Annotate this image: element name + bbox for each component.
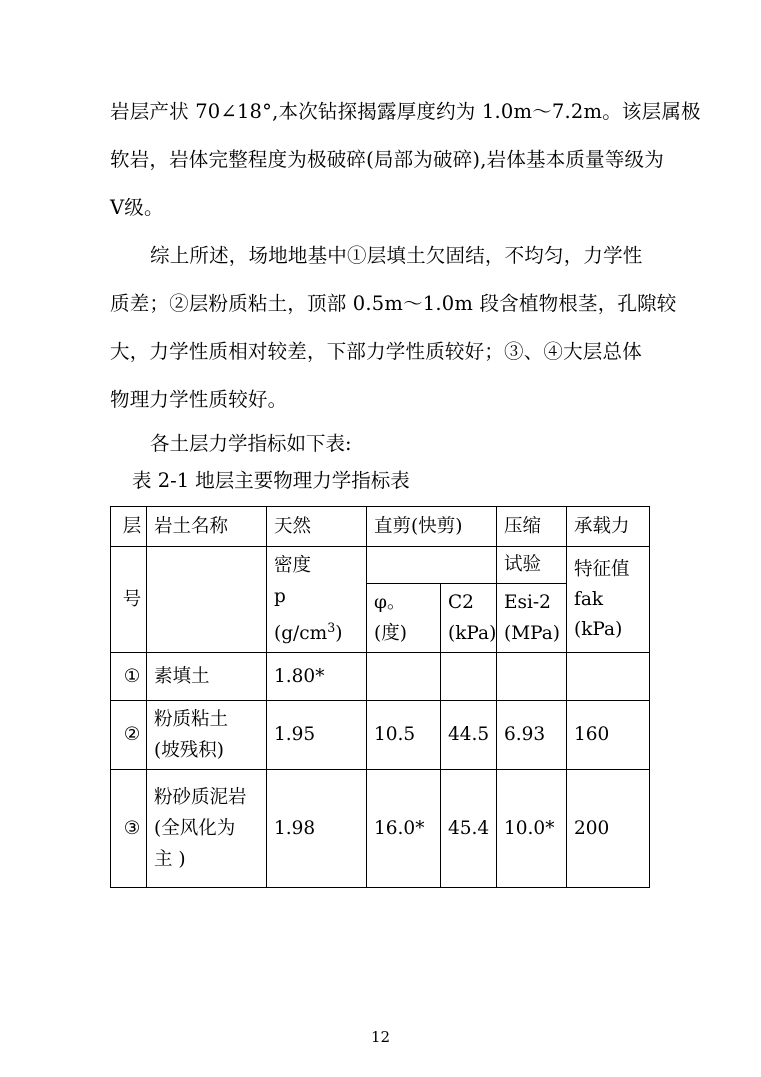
header-esi [497,584,567,653]
phi-unit: (度) [374,623,407,645]
table-header-row-1 [111,507,650,547]
paragraph-line: 岩层产状 70∠18°,本次钻探揭露厚度约为 1.0m～7.2m。该层属极 [110,100,701,123]
row-density: 1.80* [267,653,367,701]
header-compression-sub: 试验 [497,547,567,584]
table-row [111,701,650,770]
row-layer-number: ② [111,701,147,770]
header-natural: 天然 [267,507,367,547]
phi-symbol: φ。 [374,592,406,614]
paragraph-line: 软岩，岩体完整程度为极破碎(局部为破碎),岩体基本质量等级为 [110,148,664,171]
soil-name-line: (坡残积) [154,740,224,762]
header-compression: 压缩 [497,507,567,547]
row-esi: 6.93 [497,701,567,770]
soil-name-line: 粉砂质泥岩 [154,787,247,809]
esi-symbol: Esi-2 [504,592,551,614]
esi-unit: (MPa) [504,623,561,645]
density-unit: $(g/cm^3)$ [274,620,343,645]
header-layer: 层 [111,507,147,547]
soil-name-line: 粉质粘土 [154,709,229,731]
row-soil-name [147,701,267,770]
row-phi [367,653,441,701]
header-phi [367,584,441,653]
header-soil-name: 岩土名称 [147,507,267,547]
bearing-unit: (kPa) [574,618,623,640]
page-content [110,88,701,888]
paragraph-line: 大，力学性质相对较差，下部力学性质较好；③、④大层总体 [110,340,642,363]
row-soil-name [147,653,267,701]
row-density: 1.98 [267,770,367,888]
soil-name-line: (全风化为 [154,818,236,840]
row-layer-number: ③ [111,770,147,888]
table-header-row-2 [111,547,650,584]
header-cohesion [441,584,497,653]
row-phi: 16.0* [367,770,441,888]
row-esi [497,653,567,701]
paragraph-rock-layer [110,88,701,232]
soil-parameters-table [110,506,650,888]
paragraph-line: 综上所述，场地地基中①层填土欠固结，不均匀，力学性 [150,244,643,267]
table-caption: 表 2-1 地层主要物理力学指标表 [132,469,410,492]
c2-symbol: C2 [448,592,474,614]
paragraph-table-intro: 各土层力学指标如下表: [150,432,352,455]
header-shear-blank [367,547,497,584]
paragraph-line: 物理力学性质较好。 [110,388,288,411]
table-row [111,653,650,701]
row-fak: 160 [567,701,650,770]
c2-unit: (kPa) [448,623,497,645]
bearing-symbol: fak [574,588,604,610]
row-c2: 45.4 [441,770,497,888]
paragraph-summary [110,232,677,424]
row-c2 [441,653,497,701]
row-phi: 10.5 [367,701,441,770]
density-symbol: p [274,586,286,607]
density-label: 密度 [274,555,312,576]
row-esi: 10.0* [497,770,567,888]
header-direct-shear: 直剪(快剪) [367,507,497,547]
page-number: 12 [370,1028,391,1046]
row-c2: 44.5 [441,701,497,770]
row-fak: 200 [567,770,650,888]
superscript-three: 3 [327,620,336,635]
paragraph-line: 质差；②层粉质粘土，顶部 0.5m～1.0m 段含植物根茎，孔隙较 [110,292,677,315]
row-density: 1.95 [267,701,367,770]
header-layer-number: 号 [111,547,147,653]
row-fak [567,653,650,701]
row-layer-number: ① [111,653,147,701]
header-soil-name-blank [147,547,267,653]
row-soil-name [147,770,267,888]
soil-name-line: 主 ) [154,849,186,871]
table-row [111,770,650,888]
header-bearing-capacity: 承载力 [567,507,650,547]
header-density-unit [267,547,367,653]
soil-name-line: 素填土 [154,666,210,688]
paragraph-line: Ⅴ级。 [110,196,164,219]
bearing-char-value: 特征值 [574,558,630,580]
header-bearing-sub [567,547,650,653]
